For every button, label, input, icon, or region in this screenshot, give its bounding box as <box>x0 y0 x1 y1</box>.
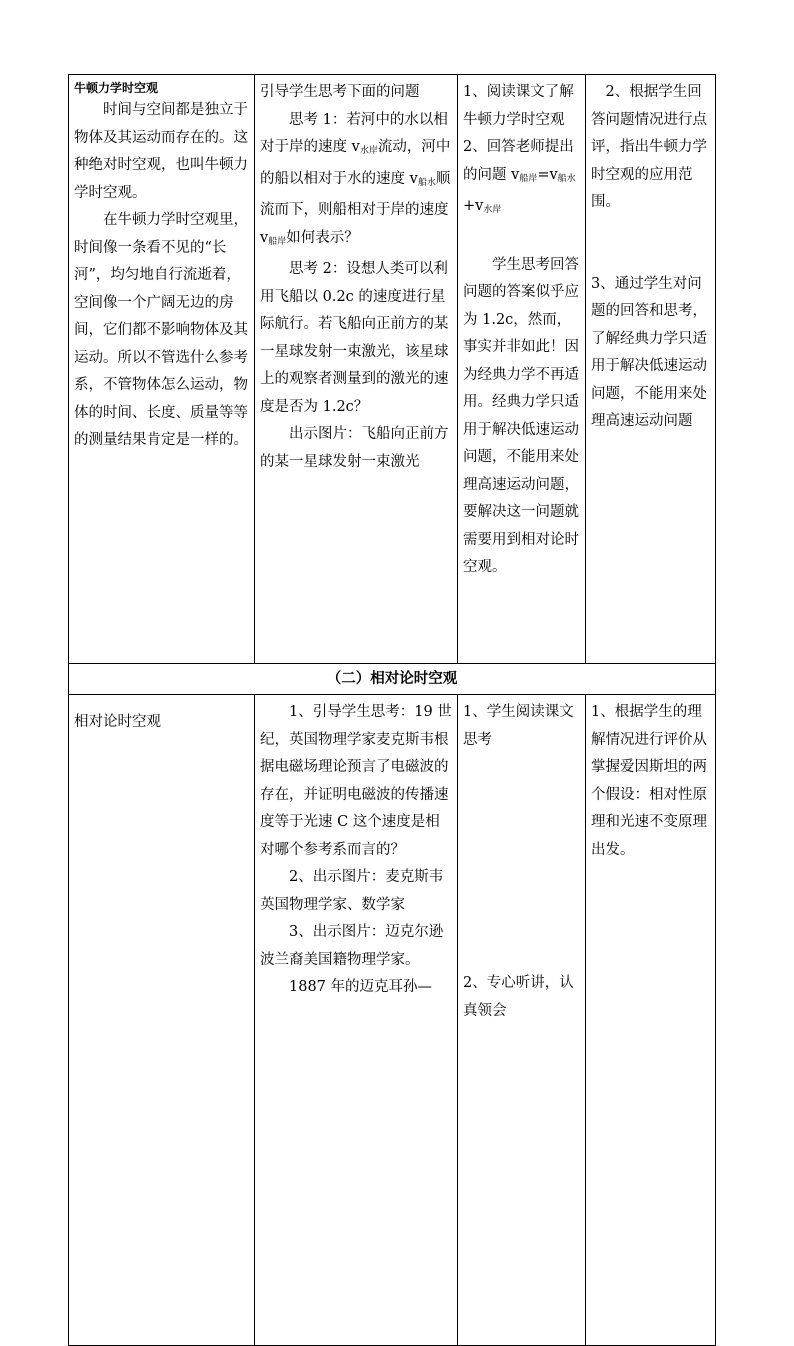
paragraph: 思考 1：若河中的水以相对于岸的速度 $v_{水岸}$流动，河中的船以相对于水的速度 $v_{船水}$顺流而下，则船相对于岸的速度$v_{船岸}$如何表示？ <box>260 111 451 247</box>
teacher-activity-cell <box>255 695 458 1346</box>
paragraph: 3、通过学生对问题的回答和思考，了解经典力学只适用于解决低速运动问题，不能用来处理高速运动问题 <box>591 275 707 429</box>
paragraph: 在牛顿力学时空观里，时间像一条看不见的“长河”，均匀地自行流逝着，空间像一个广阔无边的房间，它们都不影响物体及其运动。所以不管选什么参考系，不管物体怎么运动，物体的时间、长度、质量等等的测量结果肯定是一样的。 <box>74 212 248 448</box>
content-cell <box>69 75 255 664</box>
section-title: （二）相对论时空观 <box>69 664 716 695</box>
paragraph: 学生思考回答问题的答案似乎应为 1.2c，然而，事实并非如此！因为经典力学不再适用。经典力学只适用于解决低速运动问题，不能用来处理高速运动问题，要解决这一问题就需要用到相对论时空观。 <box>463 256 579 575</box>
teacher-activity-cell <box>255 75 458 664</box>
paragraph: 时间与空间都是独立于物体及其运动而存在的。这种绝对时空观，也叫牛顿力学时空观。 <box>74 102 248 201</box>
section-row <box>69 664 716 695</box>
table-row <box>69 695 716 1346</box>
section-heading: 牛顿力学时空观 <box>74 81 159 95</box>
paragraph: 3、出示图片：迈克尔逊 波兰裔美国籍物理学家。 <box>260 924 444 968</box>
paragraph: 1、引导学生思考：19 世纪，英国物理学家麦克斯韦根据电磁场理论预言了电磁波的存在，并证明电磁波的传播速度等于光速 C 这个速度是相对哪个参考系而言的？ <box>260 704 452 858</box>
lesson-plan-table <box>68 74 716 1346</box>
student-activity-cell <box>458 695 586 1346</box>
paragraph: 1、学生阅读课文思考 <box>463 704 574 748</box>
table-row <box>69 75 716 664</box>
student-activity-cell <box>458 75 586 664</box>
section-heading: 相对论时空观 <box>74 714 161 730</box>
paragraph: 2、根据学生回答问题情况进行点评，指出牛顿力学时空观的应用范围。 <box>591 84 707 210</box>
paragraph: 出示图片：飞船向正前方的某一星球发射一束激光 <box>260 426 449 470</box>
design-intent-cell <box>586 695 716 1346</box>
paragraph: 2、出示图片：麦克斯韦英国物理学家、数学家 <box>260 869 444 913</box>
paragraph: 1、阅读课文了解牛顿力学时空观 <box>463 84 574 128</box>
design-intent-cell <box>586 75 716 664</box>
paragraph: 思考 2：设想人类可以利用飞船以 0.2c 的速度进行星际航行。若飞船向正前方的某一星球发射一束激光，该星球上的观察者测量到的激光的速度是否为 1.2c？ <box>260 261 449 415</box>
paragraph: 2、专心听讲，认真领会 <box>463 975 574 1019</box>
paragraph: 1887 年的迈克耳孙— <box>289 979 433 995</box>
paragraph: 1、根据学生的理解情况进行评价从掌握爱因斯坦的两个假设：相对性原理和光速不变原理出发。 <box>591 704 707 858</box>
paragraph: 2、回答老师提出的问题 $v_{船岸}=v_{船水}+v_{水岸}$ <box>463 139 576 215</box>
paragraph: 引导学生思考下面的问题 <box>260 84 420 100</box>
content-cell <box>69 695 255 1346</box>
